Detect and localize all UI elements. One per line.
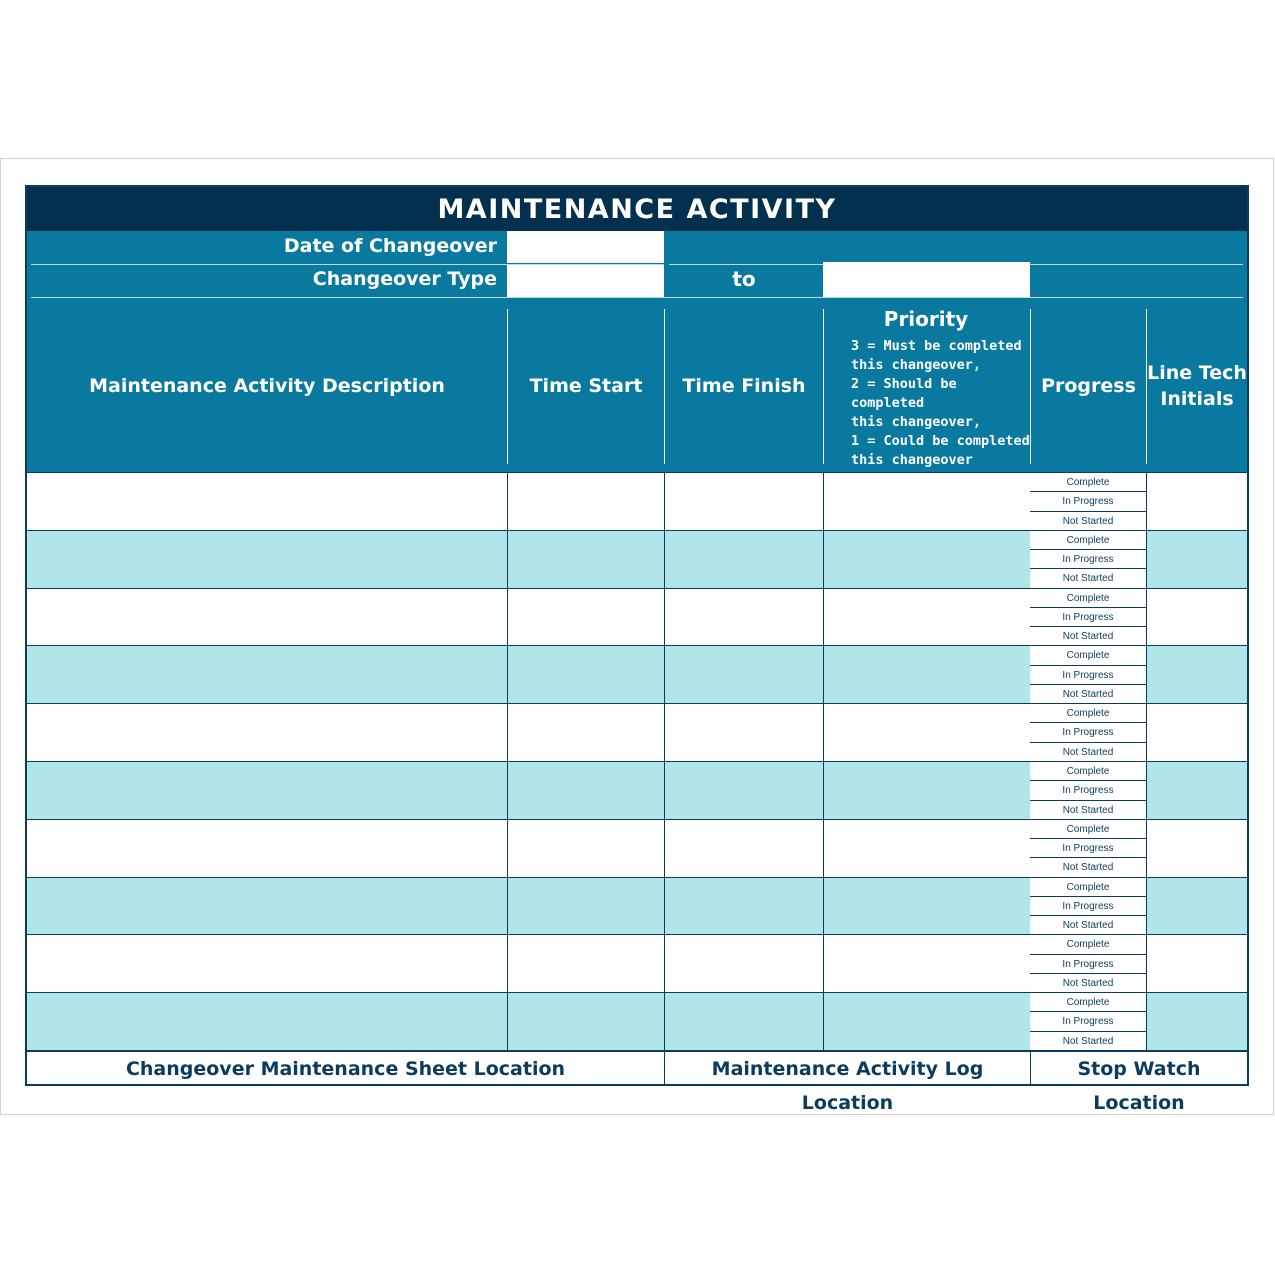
activity-description-cell[interactable] <box>27 762 507 819</box>
column-separator <box>1146 878 1147 935</box>
activity-description-cell[interactable] <box>27 473 507 530</box>
column-separator <box>1146 820 1147 877</box>
col-priority-header: Priority <box>883 307 969 331</box>
column-separator <box>664 704 665 761</box>
line-tech-initials-cell[interactable] <box>1147 820 1247 877</box>
column-separator <box>823 935 824 992</box>
progress-option[interactable]: Not Started <box>1062 920 1114 932</box>
time-start-cell[interactable] <box>508 704 664 761</box>
changeover-from-field[interactable] <box>507 265 664 297</box>
column-separator <box>507 762 508 819</box>
priority-legend-line: this changeover, <box>851 357 982 373</box>
progress-option[interactable]: Not Started <box>1062 631 1114 643</box>
priority-cell[interactable] <box>824 646 1030 703</box>
line-tech-initials-cell[interactable] <box>1147 762 1247 819</box>
col-progress-header: Progress <box>1041 374 1136 397</box>
column-separator <box>823 878 824 935</box>
time-start-cell[interactable] <box>508 993 664 1050</box>
column-separator <box>664 820 665 877</box>
column-separator <box>823 993 824 1050</box>
time-start-cell[interactable] <box>508 589 664 646</box>
column-separator <box>823 646 824 703</box>
progress-options <box>1030 704 1146 761</box>
progress-options <box>1030 878 1146 935</box>
column-separator <box>664 762 665 819</box>
progress-option[interactable]: Not Started <box>1062 746 1114 758</box>
priority-legend-line: 3 = Must be completed <box>851 338 1022 354</box>
line-tech-initials-cell[interactable] <box>1147 993 1247 1050</box>
progress-option[interactable]: In Progress <box>1030 897 1146 916</box>
priority-cell[interactable] <box>824 473 1030 530</box>
progress-option[interactable]: In Progress <box>1030 839 1146 858</box>
time-finish-cell[interactable] <box>665 762 823 819</box>
progress-option[interactable]: Complete <box>1030 878 1146 897</box>
time-start-cell[interactable] <box>508 935 664 992</box>
activity-description-cell[interactable] <box>27 531 507 588</box>
time-finish-cell[interactable] <box>665 473 823 530</box>
activity-description-cell[interactable] <box>27 820 507 877</box>
progress-option[interactable]: Complete <box>1030 589 1146 608</box>
progress-option[interactable]: Not Started <box>1062 1035 1114 1047</box>
progress-option[interactable]: Complete <box>1030 993 1146 1012</box>
table-row <box>27 934 1247 992</box>
column-separator <box>1146 473 1147 530</box>
col-line-tech-header: Line Tech Initials <box>1147 361 1247 410</box>
progress-option[interactable]: Complete <box>1030 646 1146 665</box>
line-tech-initials-cell[interactable] <box>1147 935 1247 992</box>
progress-option[interactable]: In Progress <box>1030 550 1146 569</box>
progress-options <box>1030 820 1146 877</box>
time-finish-cell[interactable] <box>665 993 823 1050</box>
log-location-label: Maintenance Activity Log Location <box>711 1058 984 1114</box>
priority-cell[interactable] <box>824 531 1030 588</box>
progress-option[interactable]: In Progress <box>1030 492 1146 511</box>
time-start-cell[interactable] <box>508 531 664 588</box>
column-separator <box>664 878 665 935</box>
priority-legend-line: 2 = Should be completed <box>851 376 957 411</box>
priority-cell[interactable] <box>824 820 1030 877</box>
activity-description-cell[interactable] <box>27 589 507 646</box>
line-tech-initials-cell[interactable] <box>1147 704 1247 761</box>
line-tech-initials-cell[interactable] <box>1147 531 1247 588</box>
time-start-cell[interactable] <box>508 646 664 703</box>
time-start-cell[interactable] <box>508 878 664 935</box>
time-finish-cell[interactable] <box>665 878 823 935</box>
column-separator <box>507 878 508 935</box>
progress-options <box>1030 646 1146 703</box>
priority-cell[interactable] <box>824 704 1030 761</box>
col-time-finish-header: Time Finish <box>682 374 806 397</box>
column-separator <box>507 820 508 877</box>
progress-option[interactable]: Complete <box>1030 704 1146 723</box>
progress-option[interactable]: Complete <box>1030 531 1146 550</box>
column-separator <box>1146 762 1147 819</box>
priority-cell[interactable] <box>824 993 1030 1050</box>
activity-description-cell[interactable] <box>27 704 507 761</box>
changeover-type-label: Changeover Type <box>312 268 497 290</box>
progress-options <box>1030 589 1146 646</box>
changeover-to-field[interactable] <box>823 262 1030 297</box>
stopwatch-location-label: Stop Watch Location <box>1077 1058 1201 1114</box>
column-separator <box>1146 646 1147 703</box>
sheet-location-label: Changeover Maintenance Sheet Location <box>125 1058 566 1080</box>
to-label: to <box>732 267 756 291</box>
column-separator <box>823 531 824 588</box>
table-row <box>27 530 1247 588</box>
progress-option[interactable]: Complete <box>1030 762 1146 781</box>
priority-cell[interactable] <box>824 878 1030 935</box>
column-separator <box>1146 993 1147 1050</box>
priority-legend-line: 1 = Could be completed <box>851 433 1030 449</box>
progress-option[interactable]: Not Started <box>1062 804 1114 816</box>
column-separator <box>823 473 824 530</box>
progress-option[interactable]: In Progress <box>1030 666 1146 685</box>
column-separator <box>507 935 508 992</box>
column-separator <box>1146 589 1147 646</box>
progress-option[interactable]: Not Started <box>1062 862 1114 874</box>
time-start-cell[interactable] <box>508 762 664 819</box>
column-separator <box>507 531 508 588</box>
progress-option[interactable]: In Progress <box>1030 723 1146 742</box>
progress-option[interactable]: Not Started <box>1062 515 1114 527</box>
maintenance-board <box>25 185 1249 1114</box>
priority-cell[interactable] <box>824 589 1030 646</box>
priority-cell[interactable] <box>824 762 1030 819</box>
column-separator <box>507 646 508 703</box>
progress-option[interactable]: In Progress <box>1030 781 1146 800</box>
column-separator <box>507 993 508 1050</box>
table-row <box>27 645 1247 703</box>
table-header <box>27 299 1247 472</box>
table-row <box>27 877 1247 935</box>
progress-options <box>1030 993 1146 1050</box>
column-separator <box>507 589 508 646</box>
column-separator <box>664 646 665 703</box>
progress-options <box>1030 531 1146 588</box>
changeover-info <box>27 231 1247 299</box>
activity-description-cell[interactable] <box>27 993 507 1050</box>
time-finish-cell[interactable] <box>665 704 823 761</box>
time-finish-cell[interactable] <box>665 646 823 703</box>
date-of-changeover-field[interactable] <box>507 231 664 263</box>
progress-option[interactable]: In Progress <box>1030 955 1146 974</box>
table-row <box>27 819 1247 877</box>
col-time-start-header: Time Start <box>529 374 643 397</box>
column-separator <box>507 704 508 761</box>
progress-option[interactable]: In Progress <box>1030 608 1146 627</box>
progress-option[interactable]: Not Started <box>1062 688 1114 700</box>
column-separator <box>664 935 665 992</box>
table-row <box>27 703 1247 761</box>
progress-option[interactable]: Complete <box>1030 473 1146 492</box>
activity-description-cell[interactable] <box>27 878 507 935</box>
column-separator <box>1146 531 1147 588</box>
column-separator <box>507 473 508 530</box>
table-row <box>27 992 1247 1050</box>
time-start-cell[interactable] <box>508 473 664 530</box>
progress-option[interactable]: Not Started <box>1062 573 1114 585</box>
activity-description-cell[interactable] <box>27 646 507 703</box>
progress-options <box>1030 473 1146 530</box>
column-separator <box>823 589 824 646</box>
progress-option[interactable]: Complete <box>1030 820 1146 839</box>
column-separator <box>664 531 665 588</box>
board-title: MAINTENANCE ACTIVITY <box>27 187 1247 231</box>
table-row <box>27 761 1247 819</box>
column-separator <box>1146 704 1147 761</box>
line-tech-initials-cell[interactable] <box>1147 646 1247 703</box>
activity-description-cell[interactable] <box>27 935 507 992</box>
column-separator <box>1146 935 1147 992</box>
priority-cell[interactable] <box>824 935 1030 992</box>
column-separator <box>823 704 824 761</box>
line-tech-initials-cell[interactable] <box>1147 473 1247 530</box>
column-separator <box>823 820 824 877</box>
table-row <box>27 472 1247 530</box>
table-footer <box>27 1050 1247 1114</box>
info-divider-end <box>1035 264 1243 265</box>
line-tech-initials-cell[interactable] <box>1147 878 1247 935</box>
time-start-cell[interactable] <box>508 820 664 877</box>
time-finish-cell[interactable] <box>665 531 823 588</box>
priority-legend-line: this changeover, <box>851 414 982 430</box>
column-separator <box>823 762 824 819</box>
header-separator <box>823 309 824 464</box>
priority-legend <box>851 337 1031 470</box>
time-finish-cell[interactable] <box>665 820 823 877</box>
priority-legend-line: this changeover <box>851 452 973 468</box>
table-row <box>27 588 1247 646</box>
progress-option[interactable]: In Progress <box>1030 1012 1146 1031</box>
time-finish-cell[interactable] <box>665 935 823 992</box>
column-separator <box>664 589 665 646</box>
progress-option[interactable]: Not Started <box>1062 977 1114 989</box>
line-tech-initials-cell[interactable] <box>1147 589 1247 646</box>
time-finish-cell[interactable] <box>665 589 823 646</box>
date-of-changeover-label: Date of Changeover <box>283 235 497 257</box>
column-separator <box>664 473 665 530</box>
column-separator <box>664 993 665 1050</box>
col-description-header: Maintenance Activity Description <box>89 374 445 397</box>
progress-options <box>1030 762 1146 819</box>
info-bottom-line <box>31 297 1243 298</box>
progress-option[interactable]: Complete <box>1030 935 1146 954</box>
progress-options <box>1030 935 1146 992</box>
